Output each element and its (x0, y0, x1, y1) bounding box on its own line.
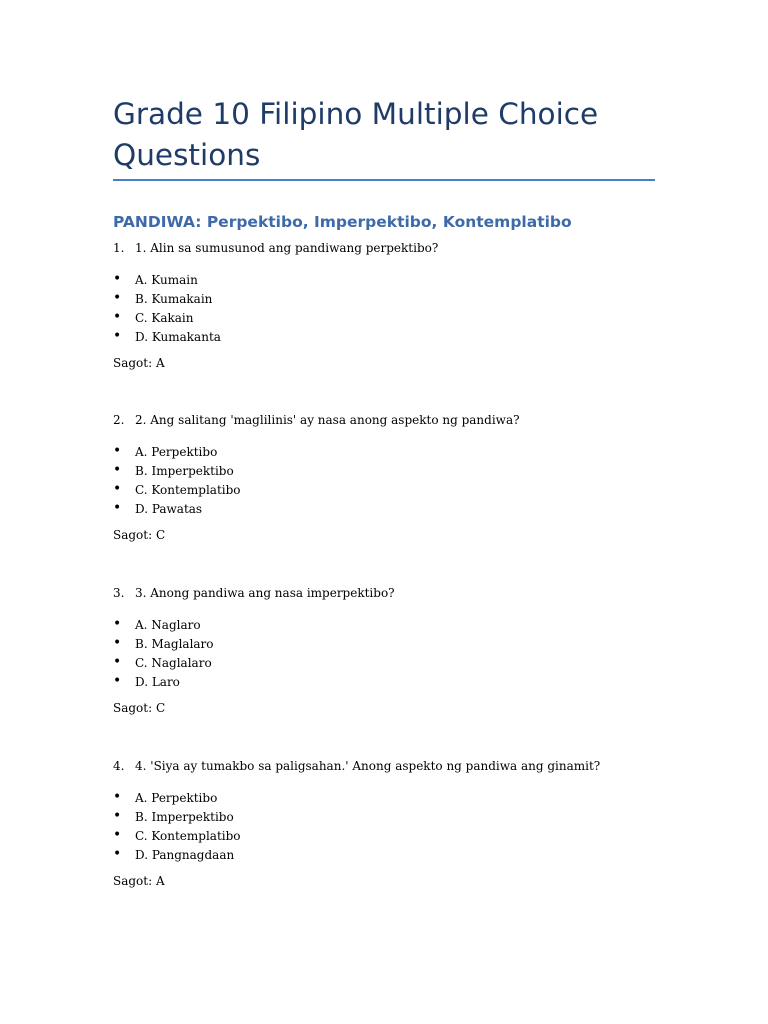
option-label: A. Naglaro (135, 618, 201, 632)
option-label: B. Imperpektibo (135, 464, 234, 478)
option-a (113, 271, 221, 290)
option-label: C. Kontemplatibo (135, 483, 241, 497)
question-number: 2. (113, 413, 125, 427)
question-text (113, 758, 600, 774)
bullet-icon: • (113, 616, 122, 632)
option-label: A. Perpektibo (135, 445, 218, 459)
bullet-icon: • (113, 654, 122, 670)
bullet-icon: • (113, 673, 122, 689)
option-label: C. Kakain (135, 311, 194, 325)
bullet-icon: • (113, 846, 122, 862)
bullet-icon: • (113, 481, 122, 497)
bullet-icon: • (113, 500, 122, 516)
section-heading: PANDIWA: Perpektibo, Imperpektibo, Kontemplatibo (113, 213, 572, 231)
option-label: D. Pangnagdaan (135, 848, 235, 862)
option-label: B. Imperpektibo (135, 810, 234, 824)
question-text (113, 240, 438, 256)
bullet-icon: • (113, 443, 122, 459)
option-b (113, 808, 241, 827)
option-label: D. Kumakanta (135, 330, 221, 344)
option-d (113, 500, 241, 519)
question-prompt: 2. Ang salitang 'maglilinis' ay nasa anong aspekto ng pandiwa? (135, 413, 520, 427)
option-a (113, 443, 241, 462)
question-prompt: 3. Anong pandiwa ang nasa imperpektibo? (135, 586, 395, 600)
option-c (113, 481, 241, 500)
bullet-icon: • (113, 328, 122, 344)
option-c (113, 654, 214, 673)
option-label: A. Perpektibo (135, 791, 218, 805)
option-label: D. Laro (135, 675, 180, 689)
option-label: D. Pawatas (135, 502, 203, 516)
option-label: A. Kumain (135, 273, 198, 287)
option-label: B. Maglalaro (135, 637, 214, 651)
option-b (113, 462, 241, 481)
bullet-icon: • (113, 827, 122, 843)
option-label: B. Kumakain (135, 292, 213, 306)
bullet-icon: • (113, 462, 122, 478)
answer-text: Sagot: C (113, 528, 166, 542)
question-number: 1. (113, 241, 125, 255)
options-list (113, 443, 241, 519)
bullet-icon: • (113, 309, 122, 325)
option-b (113, 290, 221, 309)
options-list (113, 271, 221, 347)
option-label: C. Naglalaro (135, 656, 212, 670)
option-d (113, 673, 214, 692)
bullet-icon: • (113, 789, 122, 805)
question-text (113, 585, 395, 601)
document-title: Grade 10 Filipino Multiple Choice Questions (113, 97, 599, 172)
option-c (113, 827, 241, 846)
answer-text: Sagot: A (113, 356, 165, 370)
question-text (113, 412, 520, 428)
bullet-icon: • (113, 808, 122, 824)
option-a (113, 789, 241, 808)
options-list (113, 789, 241, 865)
option-label: C. Kontemplatibo (135, 829, 241, 843)
title-divider (113, 179, 655, 181)
question-number: 4. (113, 759, 125, 773)
option-b (113, 635, 214, 654)
answer-text: Sagot: A (113, 874, 165, 888)
bullet-icon: • (113, 635, 122, 651)
option-a (113, 616, 214, 635)
option-c (113, 309, 221, 328)
question-prompt: 4. 'Siya ay tumakbo sa paligsahan.' Anong aspekto ng pandiwa ang ginamit? (135, 759, 601, 773)
option-d (113, 328, 221, 347)
option-d (113, 846, 241, 865)
bullet-icon: • (113, 290, 122, 306)
bullet-icon: • (113, 271, 122, 287)
question-number: 3. (113, 586, 125, 600)
answer-text: Sagot: C (113, 701, 166, 715)
question-prompt: 1. Alin sa sumusunod ang pandiwang perpektibo? (135, 241, 439, 255)
options-list (113, 616, 214, 692)
